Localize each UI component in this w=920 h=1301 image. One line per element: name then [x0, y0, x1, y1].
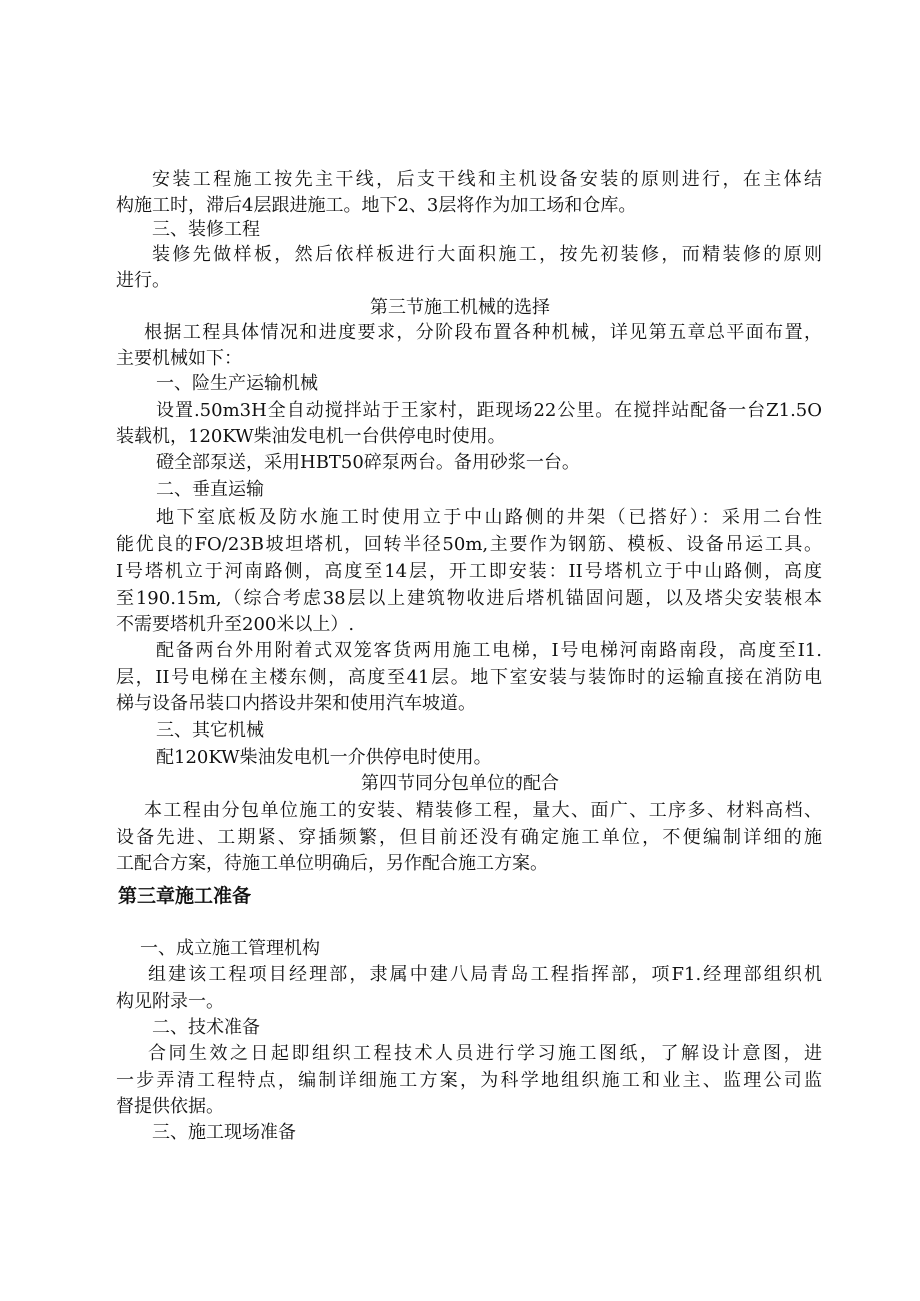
paragraph-line: 合同生效之日起即组织工程技术人员进行学习施工图纸，了解设计意图，进 [148, 1043, 822, 1064]
paragraph-line: 组建该工程项目经理部，隶属中建八局青岛工程指挥部，项F1.经理部组织机 [148, 964, 822, 985]
paragraph-line: 设置.50m3H全自动搅拌站于王家村，距现场22公里。在搅拌站配备一台Z1.5O [156, 400, 822, 421]
paragraph-line: 不需要塔机升至200米以上）. [116, 614, 355, 635]
subheading: 三、其它机械 [156, 720, 264, 741]
paragraph-line: 梯与设备吊装口内搭设井架和使用汽车坡道。 [116, 693, 476, 714]
paragraph-line: 层，II号电梯在主楼东侧，高度至41层。地下室安装与装饰时的运输直接在消防电 [116, 667, 822, 688]
paragraph-line: 一步弄清工程特点，编制详细施工方案，为科学地组织施工和业主、监理公司监 [116, 1070, 822, 1091]
paragraph-line: 磴全部泵送，采用HBT50碎泵两台。备用砂浆一台。 [156, 452, 580, 473]
paragraph-line: 能优良的FO/23B坡坦塔机，回转半径50m,主要作为钢筋、模板、设备吊运工具。 [116, 534, 822, 555]
subheading: 三、施工现场准备 [152, 1122, 296, 1143]
paragraph-line: 安装工程施工按先主干线，后支干线和主机设备安装的原则进行，在主体结 [152, 169, 822, 190]
paragraph-line: 主要机械如下： [116, 348, 242, 369]
chapter-title: 第三章施工准备 [118, 885, 252, 907]
paragraph-line: 装修先做样板，然后依样板进行大面积施工，按先初装修，而精装修的原则 [152, 244, 822, 265]
subheading: 二、垂直运输 [156, 479, 264, 500]
section-title: 第三节施工机械的选择 [370, 297, 550, 318]
paragraph-line: 地下室底板及防水施工时使用立于中山路侧的井架（已搭好）：采用二台性 [156, 507, 822, 528]
paragraph-line: 配备两台外用附着式双笼客货两用施工电梯，I号电梯河南路南段，高度至I1. [156, 640, 822, 661]
paragraph-line: 配120KW柴油发电机一介供停电时使用。 [156, 747, 492, 768]
paragraph-line: I号塔机立于河南路侧，高度至14层，开工即安装：II号塔机立于中山路侧，高度 [116, 561, 822, 582]
paragraph-line: 设备先进、工期紧、穿插频繁，但目前还没有确定施工单位，不便编制详细的施 [116, 827, 822, 848]
subheading: 三、装修工程 [152, 219, 260, 240]
paragraph-line: 根据工程具体情况和进度要求，分阶段布置各种机械，详见第五章总平面布置， [144, 322, 822, 343]
section-title: 第四节同分包单位的配合 [361, 773, 559, 794]
paragraph-line: 构见附录一。 [116, 991, 224, 1012]
subheading: 一、成立施工管理机构 [140, 938, 320, 959]
paragraph-line: 督提供依据。 [116, 1096, 224, 1117]
paragraph-line: 工配合方案，待施工单位明确后，另作配合施工方案。 [116, 853, 548, 874]
subheading: 二、技术准备 [152, 1017, 260, 1038]
paragraph-line: 至190.15m,（综合考虑38层以上建筑物收进后塔机锚固问题，以及塔尖安装根本 [116, 588, 822, 609]
paragraph-line: 进行。 [116, 270, 170, 291]
subheading: 一、险生产运输机械 [156, 373, 318, 394]
paragraph-line: 构施工时，滞后4层跟进施工。地下2、3层将作为加工场和仓库。 [116, 195, 637, 216]
paragraph-line: 装载机，120KW柴油发电机一台供停电时使用。 [116, 426, 506, 447]
paragraph-line: 本工程由分包单位施工的安装、精装修工程，量大、面广、工序多、材料高档、 [144, 800, 822, 821]
